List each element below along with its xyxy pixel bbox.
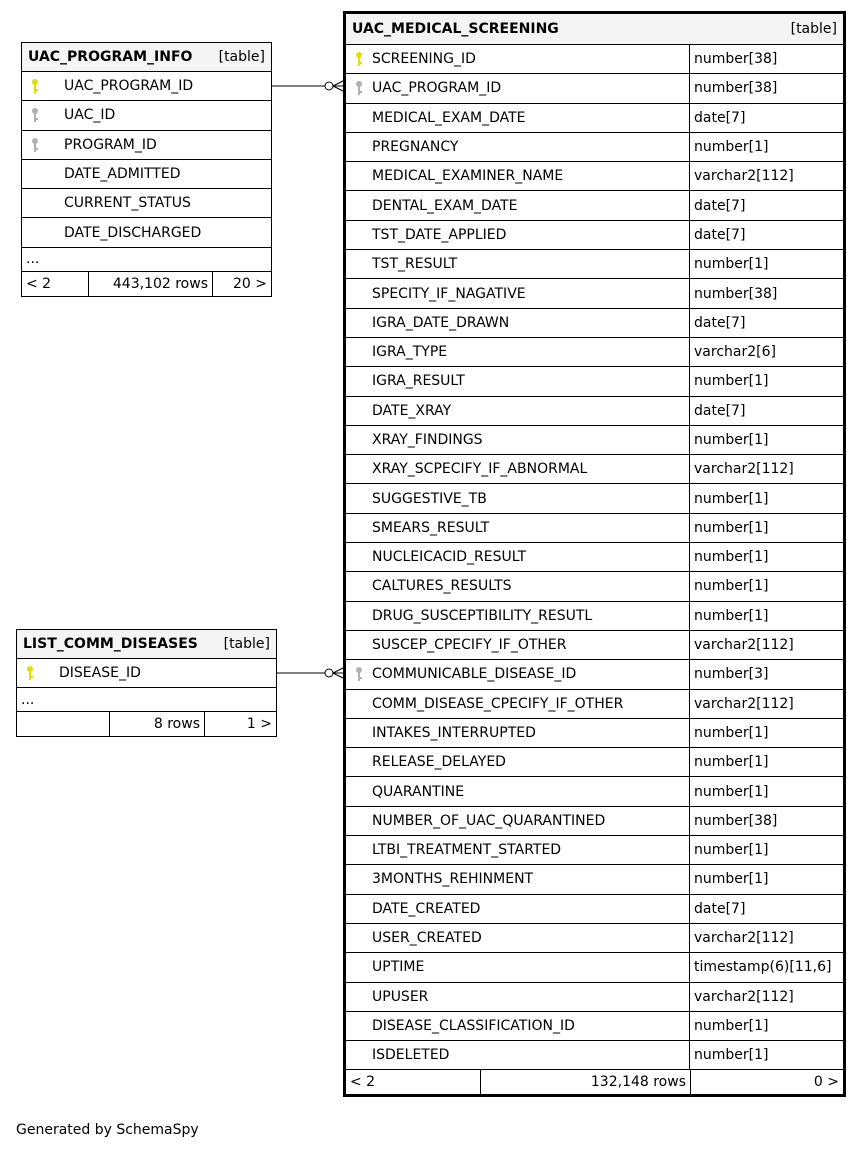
column-name: USER_CREATED — [372, 930, 482, 947]
column-row[interactable] — [346, 426, 843, 455]
column-name: IGRA_TYPE — [372, 344, 448, 361]
column-row[interactable] — [346, 367, 843, 396]
column-name: DISEASE_ID — [59, 665, 141, 682]
column-row[interactable] — [22, 131, 271, 160]
column-name: UPTIME — [372, 959, 425, 976]
column-type: number[38] — [689, 807, 843, 835]
column-row[interactable] — [346, 397, 843, 426]
column-row[interactable] — [346, 279, 843, 308]
column-row[interactable] — [346, 250, 843, 279]
column-name: XRAY_SCPECIFY_IF_ABNORMAL — [372, 461, 588, 478]
column-row[interactable] — [346, 748, 843, 777]
key-cell — [346, 51, 372, 67]
column-row[interactable] — [346, 514, 843, 543]
children-count[interactable]: 0 > — [813, 1074, 839, 1091]
column-name: UAC_PROGRAM_ID — [372, 80, 502, 97]
table-uac-medical-screening[interactable] — [343, 11, 846, 1097]
column-name: SUSCEP_CPECIFY_IF_OTHER — [372, 637, 567, 654]
column-type: varchar2[112] — [689, 983, 843, 1011]
column-type: number[1] — [689, 1012, 843, 1040]
table-uac-program-info[interactable] — [21, 42, 272, 297]
column-name: 3MONTHS_REHINMENT — [372, 871, 534, 888]
column-name: DRUG_SUSCEPTIBILITY_RESUTL — [372, 607, 593, 624]
table-header — [346, 14, 843, 45]
table-name: UAC_MEDICAL_SCREENING — [352, 21, 559, 37]
column-row[interactable] — [346, 1012, 843, 1041]
column-row[interactable] — [22, 72, 271, 101]
column-name: CALTURES_RESULTS — [372, 578, 512, 595]
column-row[interactable] — [346, 309, 843, 338]
column-name: TST_DATE_APPLIED — [372, 226, 507, 243]
key-cell — [17, 665, 43, 681]
key-cell — [346, 80, 372, 96]
column-type: number[1] — [689, 719, 843, 747]
column-type: date[7] — [689, 191, 843, 219]
parents-count[interactable]: < 2 — [22, 272, 89, 296]
column-type: number[1] — [689, 865, 843, 893]
foreign-key-icon — [355, 80, 363, 96]
column-type: varchar2[112] — [689, 162, 843, 190]
column-name: SUGGESTIVE_TB — [372, 490, 487, 507]
column-row[interactable] — [17, 659, 276, 688]
column-name: IGRA_DATE_DRAWN — [372, 314, 510, 331]
column-row[interactable] — [346, 162, 843, 191]
column-name: SMEARS_RESULT — [372, 519, 490, 536]
column-name: DATE_DISCHARGED — [64, 224, 202, 241]
foreign-key-icon — [31, 107, 39, 123]
table-footer — [17, 712, 276, 736]
key-cell — [22, 137, 48, 153]
table-header — [22, 43, 271, 72]
column-row[interactable] — [22, 218, 271, 247]
table-kind: [table] — [223, 636, 270, 652]
column-name: DISEASE_CLASSIFICATION_ID — [372, 1017, 575, 1034]
column-name: PROGRAM_ID — [64, 136, 157, 153]
parents-count[interactable]: < 2 — [346, 1070, 481, 1094]
column-name: DENTAL_EXAM_DATE — [372, 197, 518, 214]
column-row[interactable] — [346, 572, 843, 601]
column-name: MEDICAL_EXAM_DATE — [372, 109, 526, 126]
parents-count[interactable] — [17, 712, 110, 736]
column-name: PREGNANCY — [372, 139, 459, 156]
column-row[interactable] — [346, 602, 843, 631]
column-name: MEDICAL_EXAMINER_NAME — [372, 168, 564, 185]
column-row[interactable] — [346, 895, 843, 924]
column-name: ISDELETED — [372, 1047, 450, 1064]
column-row[interactable] — [346, 660, 843, 689]
column-row[interactable] — [346, 836, 843, 865]
column-list — [346, 45, 843, 1070]
primary-key-icon — [355, 51, 363, 67]
table-list-comm-diseases[interactable] — [16, 629, 277, 737]
table-footer — [346, 1070, 843, 1094]
column-row[interactable] — [346, 807, 843, 836]
key-cell — [22, 107, 48, 123]
more-columns-ellipsis: ... — [17, 688, 276, 712]
column-row[interactable] — [346, 455, 843, 484]
column-type: number[1] — [689, 367, 843, 395]
table-header — [17, 630, 276, 659]
column-type: number[1] — [689, 777, 843, 805]
column-name: UPUSER — [372, 988, 429, 1005]
column-type: date[7] — [689, 895, 843, 923]
link-program-info-to-screening — [272, 80, 345, 92]
column-row[interactable] — [346, 338, 843, 367]
generated-by-label: Generated by SchemaSpy — [16, 1122, 199, 1138]
column-name: RELEASE_DELAYED — [372, 754, 506, 771]
column-type: number[3] — [689, 660, 843, 688]
column-type: varchar2[112] — [689, 924, 843, 952]
column-type: number[1] — [689, 572, 843, 600]
table-name: UAC_PROGRAM_INFO — [28, 49, 193, 65]
children-count[interactable]: 20 > — [233, 275, 267, 292]
primary-key-icon — [31, 78, 39, 94]
column-name: UAC_PROGRAM_ID — [64, 78, 194, 95]
primary-key-icon — [26, 665, 34, 681]
column-type: date[7] — [689, 104, 843, 132]
column-row[interactable] — [22, 189, 271, 218]
table-name: LIST_COMM_DISEASES — [23, 636, 198, 652]
column-row[interactable] — [346, 983, 843, 1012]
column-type: varchar2[112] — [689, 690, 843, 718]
more-columns-ellipsis: ... — [22, 248, 271, 272]
column-name: DATE_CREATED — [372, 900, 481, 917]
column-name: QUARANTINE — [372, 783, 465, 800]
column-row[interactable] — [346, 221, 843, 250]
column-row[interactable] — [346, 924, 843, 953]
column-type: number[1] — [689, 836, 843, 864]
row-count: 443,102 rows — [89, 272, 213, 296]
column-row[interactable] — [22, 101, 271, 130]
column-type: varchar2[112] — [689, 455, 843, 483]
column-name: XRAY_FINDINGS — [372, 432, 483, 448]
column-row[interactable] — [346, 777, 843, 806]
column-type: number[1] — [689, 426, 843, 454]
row-count: 8 rows — [110, 712, 205, 736]
column-type: number[1] — [689, 133, 843, 161]
column-row[interactable] — [346, 690, 843, 719]
column-type: varchar2[6] — [689, 338, 843, 366]
column-type: number[1] — [689, 1041, 843, 1069]
row-count: 132,148 rows — [481, 1070, 691, 1094]
foreign-key-icon — [31, 137, 39, 153]
column-type: number[38] — [689, 279, 843, 307]
column-type: number[1] — [689, 250, 843, 278]
column-row[interactable] — [346, 133, 843, 162]
column-type: number[1] — [689, 484, 843, 512]
column-type: number[38] — [689, 74, 843, 102]
column-row[interactable] — [346, 865, 843, 894]
column-name: SPECITY_IF_NAGATIVE — [372, 285, 526, 302]
column-name: IGRA_RESULT — [372, 373, 465, 390]
column-row[interactable] — [346, 543, 843, 572]
link-comm-diseases-to-screening — [277, 667, 345, 679]
column-name: DATE_ADMITTED — [64, 166, 181, 183]
children-count[interactable]: 1 > — [246, 716, 272, 733]
column-name: TST_RESULT — [372, 256, 458, 273]
column-row[interactable] — [346, 1041, 843, 1070]
column-row[interactable] — [22, 160, 271, 189]
column-type: date[7] — [689, 309, 843, 337]
column-type: number[1] — [689, 748, 843, 776]
column-type: date[7] — [689, 397, 843, 425]
column-list — [22, 72, 271, 248]
foreign-key-icon — [355, 666, 363, 682]
column-row[interactable] — [346, 631, 843, 660]
table-footer — [22, 272, 271, 296]
column-type: number[1] — [689, 514, 843, 542]
column-type: number[1] — [689, 543, 843, 571]
column-row[interactable] — [346, 74, 843, 103]
column-name: COMM_DISEASE_CPECIFY_IF_OTHER — [372, 695, 624, 712]
column-type: date[7] — [689, 221, 843, 249]
column-name: COMMUNICABLE_DISEASE_ID — [372, 666, 577, 683]
column-name: CURRENT_STATUS — [64, 195, 191, 212]
column-row[interactable] — [346, 953, 843, 982]
column-name: NUMBER_OF_UAC_QUARANTINED — [372, 812, 606, 829]
column-type: number[1] — [689, 602, 843, 630]
column-type: number[38] — [689, 45, 843, 73]
column-name: SCREENING_ID — [372, 51, 476, 68]
column-name: NUCLEICACID_RESULT — [372, 549, 527, 566]
column-list — [17, 659, 276, 688]
column-row[interactable] — [346, 191, 843, 220]
table-kind: [table] — [218, 49, 265, 65]
column-row[interactable] — [346, 45, 843, 74]
column-name: INTAKES_INTERRUPTED — [372, 724, 536, 741]
column-row[interactable] — [346, 719, 843, 748]
key-cell — [22, 78, 48, 94]
column-row[interactable] — [346, 104, 843, 133]
column-name: DATE_XRAY — [372, 402, 452, 419]
column-row[interactable] — [346, 484, 843, 513]
table-kind: [table] — [790, 21, 837, 37]
column-type: varchar2[112] — [689, 631, 843, 659]
column-name: UAC_ID — [64, 107, 116, 124]
column-type: timestamp(6)[11,6] — [689, 953, 843, 981]
column-name: LTBI_TREATMENT_STARTED — [372, 842, 562, 859]
key-cell — [346, 666, 372, 682]
